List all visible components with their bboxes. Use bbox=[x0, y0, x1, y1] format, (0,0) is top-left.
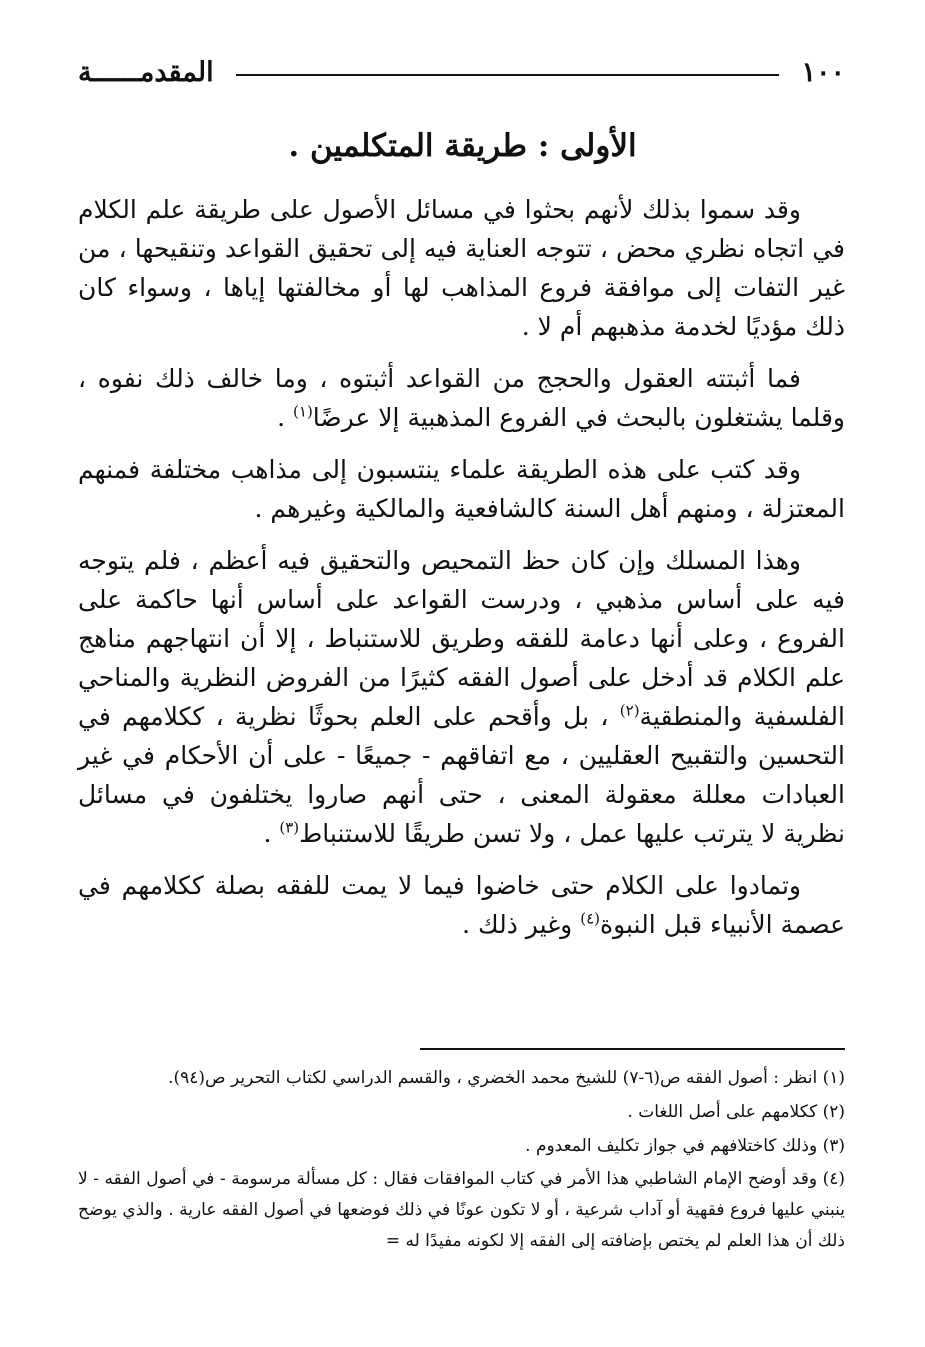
footnote-separator bbox=[420, 1048, 845, 1050]
footnotes bbox=[78, 1062, 845, 1259]
paragraph-3 bbox=[78, 450, 845, 528]
paragraph-1 bbox=[78, 190, 845, 346]
paragraph-text: وتمادوا على الكلام حتى خاضوا فيما لا يمت للفقه بصلة ككلامهم في عصمة الأنبياء قبل النبوة bbox=[78, 871, 845, 939]
footnote-ref-4[interactable]: (٤) bbox=[580, 909, 600, 928]
paragraph-tail: . bbox=[277, 403, 294, 432]
paragraph-2 bbox=[78, 359, 845, 437]
paragraph-text: وهذا المسلك وإن كان حظ التمحيص والتحقيق فيه أعظم ، فلم يتوجه فيه على أساس مذهبي ، ودرست القواعد على أساس أنها حاكمة على الفروع ، وعلى أنها دعامة للفقه وطريق للاستنباط ، إلا أن انتهاجهم مناهج علم الكلام قد أدخل على أصول الفقه كثيرًا من الفروض النظرية والمناحي الفلسفية والمنطقية bbox=[78, 546, 845, 731]
page-heading: الأولى : طريقة المتكلمين . bbox=[288, 128, 637, 164]
section-title: المقدمــــــة bbox=[78, 56, 214, 88]
footnote-ref-1[interactable]: (١) bbox=[293, 402, 313, 421]
footnote-1: (١) انظر : أصول الفقه ص(٦-٧) للشيخ محمد الخضري ، والقسم الدراسي لكتاب التحرير ص(٩٤). bbox=[168, 1068, 845, 1088]
paragraph-5 bbox=[78, 866, 845, 944]
footnote-4: (٤) وقد أوضح الإمام الشاطبي هذا الأمر في كتاب الموافقات فقال : كل مسألة مرسومة - في أصول الفقه - لا ينبني عليها فروع فقهية أو آداب شرعية ، أو لا تكون عونًا في ذلك فوضعها في أصول الفقه عارية . والذي يوضح ذلك أن هذا العلم لم يختص بإضافته إلى الفقه إلا لكونه مفيدًا له = bbox=[78, 1169, 845, 1251]
page-number: ١٠٠ bbox=[801, 56, 845, 88]
paragraph-text: وقد كتب على هذه الطريقة علماء ينتسبون إلى مذاهب مختلفة فمنهم المعتزلة ، ومنهم أهل السنة كالشافعية والمالكية وغيرهم . bbox=[78, 455, 845, 523]
paragraph-tail: . bbox=[263, 819, 280, 848]
paragraph-text-continued: ، بل وأقحم على العلم بحوثًا نظرية ، ككلامهم في التحسين والتقبيح العقليين ، مع اتفاقهم - جميعًا - على أن الأحكام في غير العبادات معللة معقولة المعنى ، حتى أنهم صاروا يختلفون في مسائل نظرية لا يترتب عليها عمل ، ولا تسن طريقًا للاستنباط bbox=[78, 702, 845, 848]
footnote-3: (٣) وذلك كاختلافهم في جواز تكليف المعدوم . bbox=[525, 1136, 845, 1156]
paragraph-text: وقد سموا بذلك لأنهم بحثوا في مسائل الأصول على طريقة علم الكلام في اتجاه نظري محض ، تتوجه العناية فيه إلى تحقيق القواعد وتنقيحها ، من غير التفات إلى موافقة فروع المذاهب لها أو مخالفتها إياها ، وسواء كان ذلك مؤديًا لخدمة مذهبهم أم لا . bbox=[78, 195, 845, 341]
footnote-2: (٢) ككلامهم على أصل اللغات . bbox=[627, 1102, 845, 1122]
header-rule bbox=[236, 74, 780, 76]
paragraph-text: فما أثبتته العقول والحجج من القواعد أثبتوه ، وما خالف ذلك نفوه ، وقلما يشتغلون بالبحث في الفروع المذهبية إلا عرضًا bbox=[78, 364, 845, 432]
footnote-ref-2[interactable]: (٢) bbox=[619, 701, 640, 720]
body-text bbox=[78, 190, 845, 957]
footnote-ref-3[interactable]: (٣) bbox=[279, 818, 300, 837]
paragraph-4 bbox=[78, 541, 845, 853]
running-header bbox=[78, 52, 845, 92]
paragraph-tail: وغير ذلك . bbox=[462, 910, 581, 939]
